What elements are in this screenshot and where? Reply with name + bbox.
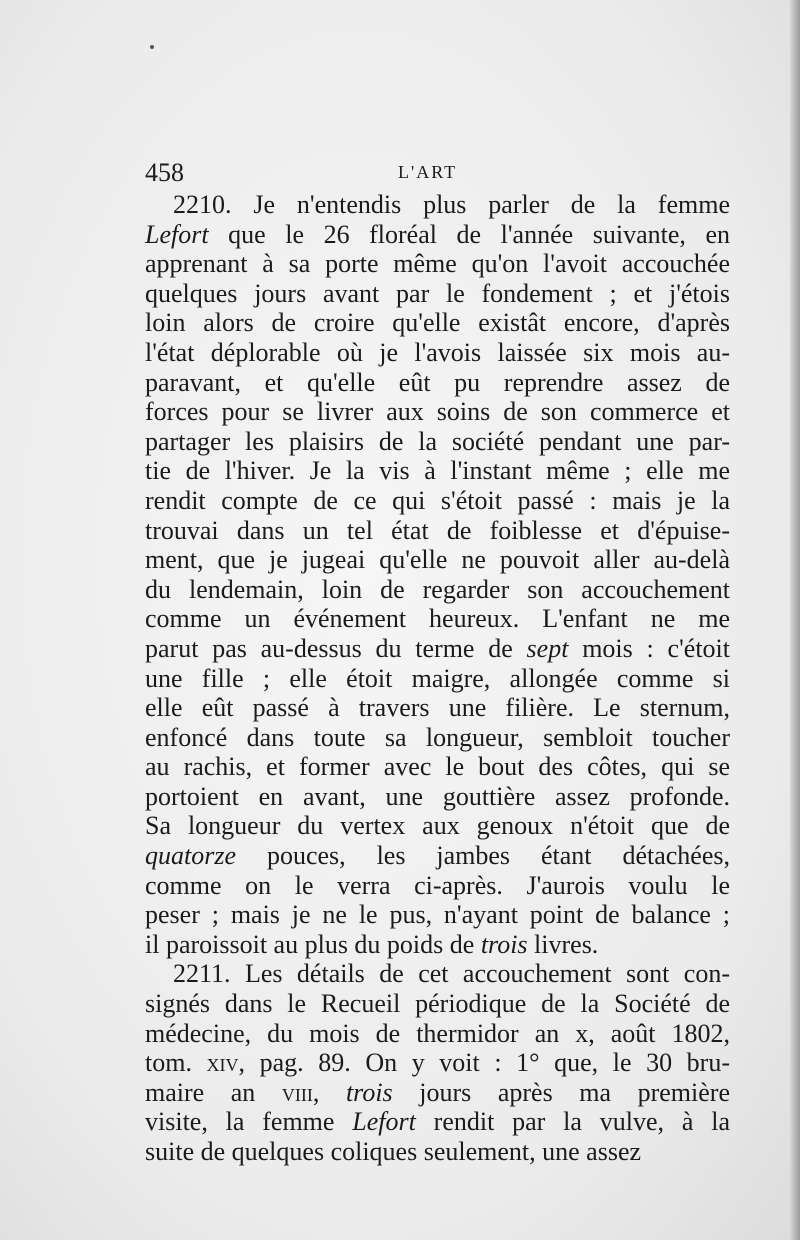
text-run: il paroissoit au plus du poids de [145,929,481,959]
text-line: comme un événement heureux. L'enfant ne me [145,604,730,634]
page-body-text [145,190,730,1167]
text-line: du lendemain, loin de regarder son accouchement [145,574,730,604]
text-line: Sa longueur du vertex aux genoux n'étoit que de [145,811,730,841]
text-line: ment, que je jugeai qu'elle ne pouvoit aller au-delà [145,545,730,575]
text-run: jours après ma première [392,1077,730,1107]
text-line: peser ; mais je ne le pus, n'ayant point de balance ; [145,900,730,930]
page-header [145,158,735,188]
text-run: maire an [145,1077,282,1107]
page-number: 458 [145,158,184,187]
text-run: pouces, les jambes étant détachées, [236,841,730,871]
ink-speck [150,45,154,49]
text-run: parut pas au-dessus du terme de [145,633,527,663]
text-line: suite de quelques coliques seulement, une assez [145,1137,642,1166]
text-run: livres. [527,929,599,959]
text-run: visite, la femme [145,1107,353,1137]
text-line: 2211. Les détails de cet accouchement sont con- [173,959,730,989]
small-caps-run: viii [281,1077,313,1107]
text-run: mois : c'étoit [568,633,730,663]
text-line [145,1107,730,1137]
text-line: rendit compte de ce qui s'étoit passé : mais je la [145,485,730,515]
text-line: l'état déplorable où je l'avois laissée six mois au- [145,337,730,367]
italic-run: sept [526,633,569,663]
text-line: trouvai dans un tel état de foiblesse et d'épuise- [145,515,730,545]
small-caps-run: xiv [206,1048,239,1078]
italic-run: Lefort [352,1107,416,1137]
text-run: que le 26 floréal de l'année suivante, en [208,219,730,249]
text-line [145,1078,730,1108]
text-run: rendit par la vulve, à la [415,1107,730,1137]
running-head: L'ART [398,162,458,182]
text-line: au rachis, et former avec le bout des côtes, qui se [145,752,730,782]
italic-run: Lefort [145,219,209,249]
text-line: partager les plaisirs de la société pendant une par- [145,426,730,456]
text-line [145,634,730,664]
page-edge-shadow [790,0,800,1240]
text-line [145,220,730,250]
text-line: apprenant à sa porte même qu'on l'avoit accouchée [145,249,730,279]
text-line: médecine, du mois de thermidor an x, août 1802, [145,1018,730,1048]
text-line: paravant, et qu'elle eût pu reprendre assez de [145,367,730,397]
text-run: , pag. 89. On y voit : 1° que, le 30 bru- [238,1048,730,1078]
text-line: tie de l'hiver. Je la vis à l'instant même ; elle me [145,456,730,486]
text-line [145,1048,730,1078]
text-line: loin alors de croire qu'elle existât encore, d'après [145,308,730,338]
text-line: portoient en avant, une gouttière assez profonde. [145,781,730,811]
text-line: une fille ; elle étoit maigre, allongée comme si [145,663,730,693]
text-run: , [312,1077,346,1107]
text-line: comme on le verra ci-après. J'aurois voulu le [145,870,730,900]
text-line [145,930,730,960]
text-line: signés dans le Recueil périodique de la Société de [145,989,730,1019]
paragraph [145,190,730,959]
italic-run: trois [480,929,528,959]
text-line: elle eût passé à travers une filière. Le sternum, [145,693,730,723]
text-line: forces pour se livrer aux soins de son commerce et [145,397,730,427]
text-line: quelques jours avant par le fondement ; et j'étois [145,278,730,308]
paragraph [145,959,730,1166]
text-line: enfoncé dans toute sa longueur, sembloit toucher [145,722,730,752]
italic-run: quatorze [145,841,236,871]
italic-run: trois [345,1077,393,1107]
text-line [145,841,730,871]
text-line: 2210. Je n'entendis plus parler de la femme [173,190,730,219]
text-run: tom. [145,1048,207,1078]
